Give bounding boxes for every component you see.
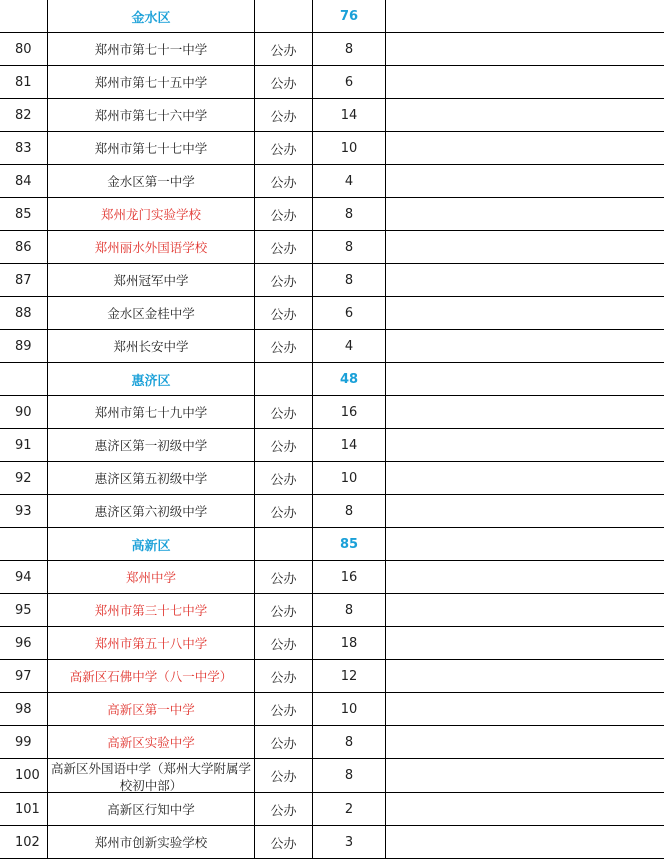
table-row	[0, 826, 664, 859]
row-number: 81	[0, 66, 48, 99]
school-name: 郑州市第七十九中学	[48, 396, 255, 429]
empty-cell	[386, 693, 664, 726]
school-name: 郑州龙门实验学校	[48, 198, 255, 231]
table-row	[0, 594, 664, 627]
quota-count: 10	[313, 132, 386, 165]
school-name: 高新区外国语中学（郑州大学附属学校初中部）	[50, 761, 251, 792]
school-name: 高新区第一中学	[48, 693, 255, 726]
district-name: 高新区	[48, 528, 255, 561]
school-type: 公办	[255, 165, 313, 198]
empty-cell	[386, 528, 664, 561]
quota-count: 16	[313, 396, 386, 429]
school-name: 郑州长安中学	[48, 330, 255, 363]
empty-cell	[0, 0, 48, 33]
table-row	[0, 297, 664, 330]
quota-count: 16	[313, 561, 386, 594]
table-row	[0, 132, 664, 165]
row-number: 97	[0, 660, 48, 693]
empty-cell	[386, 462, 664, 495]
row-number: 84	[0, 165, 48, 198]
row-number: 87	[0, 264, 48, 297]
row-number: 93	[0, 495, 48, 528]
district-total: 85	[313, 528, 386, 561]
school-type: 公办	[255, 330, 313, 363]
table-row	[0, 561, 664, 594]
school-name: 郑州市第七十六中学	[48, 99, 255, 132]
quota-count: 10	[313, 462, 386, 495]
quota-count: 8	[313, 33, 386, 66]
table-row	[0, 330, 664, 363]
table-row	[0, 759, 664, 793]
empty-cell	[386, 726, 664, 759]
row-number: 102	[0, 826, 48, 859]
row-number: 82	[0, 99, 48, 132]
school-name: 郑州市创新实验学校	[48, 826, 255, 859]
row-number: 85	[0, 198, 48, 231]
school-name: 郑州冠军中学	[48, 264, 255, 297]
school-name: 高新区行知中学	[48, 793, 255, 826]
school-name: 金水区第一中学	[48, 165, 255, 198]
school-type: 公办	[255, 198, 313, 231]
empty-cell	[386, 826, 664, 859]
school-type: 公办	[255, 297, 313, 330]
quota-count: 10	[313, 693, 386, 726]
school-type: 公办	[255, 627, 313, 660]
empty-cell	[386, 594, 664, 627]
table-row	[0, 429, 664, 462]
school-type: 公办	[255, 99, 313, 132]
school-name: 郑州市第七十七中学	[48, 132, 255, 165]
quota-count: 8	[313, 594, 386, 627]
school-type: 公办	[255, 396, 313, 429]
empty-cell	[386, 495, 664, 528]
school-type: 公办	[255, 726, 313, 759]
empty-cell	[255, 528, 313, 561]
empty-cell	[386, 231, 664, 264]
quota-count: 6	[313, 66, 386, 99]
quota-count: 12	[313, 660, 386, 693]
district-total: 48	[313, 363, 386, 396]
empty-cell	[386, 33, 664, 66]
row-number: 88	[0, 297, 48, 330]
school-name: 惠济区第六初级中学	[48, 495, 255, 528]
row-number: 94	[0, 561, 48, 594]
school-name: 郑州市第七十五中学	[48, 66, 255, 99]
school-name: 惠济区第五初级中学	[48, 462, 255, 495]
empty-cell	[386, 264, 664, 297]
quota-count: 3	[313, 826, 386, 859]
table-row	[0, 693, 664, 726]
school-type: 公办	[255, 594, 313, 627]
table-row	[0, 99, 664, 132]
district-name: 金水区	[48, 0, 255, 33]
table-row	[0, 495, 664, 528]
school-type: 公办	[255, 264, 313, 297]
empty-cell	[386, 793, 664, 826]
district-header-row	[0, 0, 664, 33]
quota-count: 4	[313, 165, 386, 198]
table-row	[0, 462, 664, 495]
quota-count: 8	[313, 198, 386, 231]
quota-count: 14	[313, 99, 386, 132]
district-header-row	[0, 528, 664, 561]
table-row	[0, 627, 664, 660]
empty-cell	[255, 363, 313, 396]
quota-count: 8	[313, 231, 386, 264]
table-row	[0, 726, 664, 759]
school-type: 公办	[255, 495, 313, 528]
school-type: 公办	[255, 33, 313, 66]
school-name: 惠济区第一初级中学	[48, 429, 255, 462]
quota-count: 8	[313, 759, 386, 793]
table-row	[0, 165, 664, 198]
empty-cell	[386, 66, 664, 99]
school-name: 郑州丽水外国语学校	[48, 231, 255, 264]
row-number: 99	[0, 726, 48, 759]
quota-count: 4	[313, 330, 386, 363]
empty-cell	[386, 330, 664, 363]
school-name: 高新区实验中学	[48, 726, 255, 759]
table-row	[0, 231, 664, 264]
table-row	[0, 66, 664, 99]
table-row	[0, 33, 664, 66]
row-number: 100	[0, 759, 48, 793]
school-type: 公办	[255, 132, 313, 165]
school-type: 公办	[255, 793, 313, 826]
row-number: 83	[0, 132, 48, 165]
school-name: 金水区金桂中学	[48, 297, 255, 330]
table-row	[0, 198, 664, 231]
school-type: 公办	[255, 693, 313, 726]
empty-cell	[386, 363, 664, 396]
empty-cell	[386, 0, 664, 33]
quota-count: 18	[313, 627, 386, 660]
empty-cell	[0, 528, 48, 561]
row-number: 92	[0, 462, 48, 495]
empty-cell	[386, 132, 664, 165]
school-name-cell	[48, 759, 255, 793]
school-type: 公办	[255, 429, 313, 462]
empty-cell	[386, 561, 664, 594]
row-number: 80	[0, 33, 48, 66]
school-name: 高新区石佛中学（八一中学）	[48, 660, 255, 693]
empty-cell	[386, 396, 664, 429]
empty-cell	[386, 99, 664, 132]
empty-cell	[255, 0, 313, 33]
district-total: 76	[313, 0, 386, 33]
row-number: 91	[0, 429, 48, 462]
empty-cell	[0, 363, 48, 396]
school-name: 郑州市第三十七中学	[48, 594, 255, 627]
quota-count: 14	[313, 429, 386, 462]
school-type: 公办	[255, 826, 313, 859]
school-type: 公办	[255, 660, 313, 693]
row-number: 86	[0, 231, 48, 264]
school-name: 郑州中学	[48, 561, 255, 594]
empty-cell	[386, 759, 664, 793]
quota-count: 8	[313, 264, 386, 297]
empty-cell	[386, 660, 664, 693]
empty-cell	[386, 627, 664, 660]
empty-cell	[386, 198, 664, 231]
row-number: 98	[0, 693, 48, 726]
school-type: 公办	[255, 66, 313, 99]
quota-count: 8	[313, 495, 386, 528]
row-number: 89	[0, 330, 48, 363]
empty-cell	[386, 165, 664, 198]
row-number: 95	[0, 594, 48, 627]
quota-count: 8	[313, 726, 386, 759]
empty-cell	[386, 429, 664, 462]
table-row	[0, 660, 664, 693]
row-number: 101	[0, 793, 48, 826]
school-type: 公办	[255, 462, 313, 495]
table-row	[0, 264, 664, 297]
table-row	[0, 793, 664, 826]
school-type: 公办	[255, 759, 313, 793]
school-type: 公办	[255, 231, 313, 264]
quota-count: 2	[313, 793, 386, 826]
district-header-row	[0, 363, 664, 396]
empty-cell	[386, 297, 664, 330]
district-name: 惠济区	[48, 363, 255, 396]
school-type: 公办	[255, 561, 313, 594]
row-number: 90	[0, 396, 48, 429]
school-name: 郑州市第五十八中学	[48, 627, 255, 660]
table-row	[0, 396, 664, 429]
school-name: 郑州市第七十一中学	[48, 33, 255, 66]
row-number: 96	[0, 627, 48, 660]
quota-count: 6	[313, 297, 386, 330]
school-name-clip	[48, 759, 254, 792]
